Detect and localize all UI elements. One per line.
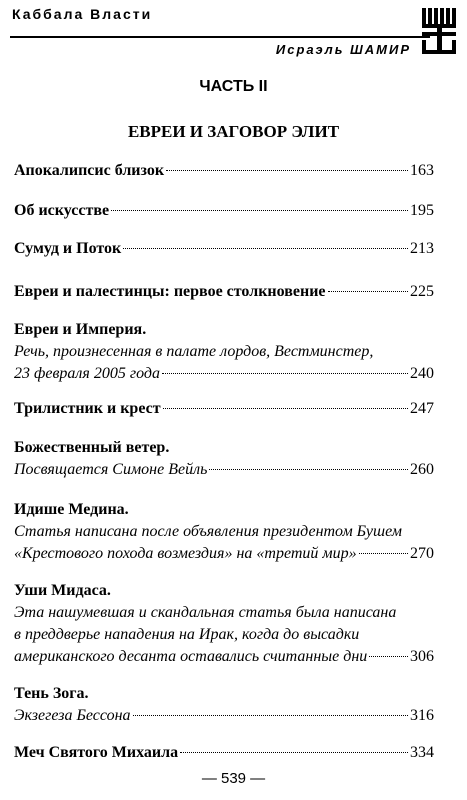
toc-entry[interactable] (14, 319, 434, 385)
leader-dots (369, 656, 408, 657)
toc-title: Меч Святого Михаила (14, 744, 179, 761)
toc-subtitle: «Крестового похода возмездия» на «третий мир» (14, 545, 357, 562)
toc-page: 225 (410, 283, 434, 300)
toc-title: Сумуд и Поток (14, 240, 122, 257)
toc-entry[interactable] (14, 238, 434, 260)
header-rule (10, 36, 430, 38)
toc-title: Трилистник и крест (14, 400, 161, 417)
menorah-logo-icon (420, 6, 460, 58)
toc-page: 195 (410, 202, 434, 219)
page-number: — 539 — (201, 770, 266, 787)
toc-subtitle: Эта нашумевшая и скандальная статья была написана (14, 604, 397, 621)
leader-dots (180, 752, 408, 753)
book-title: Каббала Власти (12, 6, 153, 22)
toc-page: 240 (410, 365, 434, 382)
section-title: ЕВРЕИ И ЗАГОВОР ЭЛИТ (127, 122, 340, 141)
leader-dots (162, 373, 408, 374)
leader-dots (166, 170, 408, 171)
toc-entry[interactable] (14, 398, 434, 420)
toc-subtitle: Речь, произнесенная в палате лордов, Вестминстер, (14, 343, 374, 360)
toc-page: 163 (410, 162, 434, 179)
leader-dots (111, 210, 408, 211)
toc-subtitle: 23 февраля 2005 года (14, 365, 160, 382)
toc-page: 247 (410, 400, 434, 417)
toc-title: Об искусстве (14, 202, 110, 219)
toc-entry[interactable] (14, 437, 434, 481)
toc-title: Евреи и Империя. (14, 321, 147, 338)
part-title: ЧАСТЬ II (199, 78, 268, 95)
toc-page: 316 (410, 707, 434, 724)
toc-page: 306 (410, 648, 434, 665)
leader-dots (359, 553, 408, 554)
toc-entry[interactable] (14, 742, 434, 764)
toc-title: Евреи и палестинцы: первое столкновение (14, 283, 326, 300)
toc-entry[interactable] (14, 160, 434, 182)
toc-page: 334 (410, 744, 434, 761)
toc-entry[interactable] (14, 499, 434, 565)
leader-dots (328, 291, 408, 292)
toc-title: Божественный ветер. (14, 439, 170, 456)
leader-dots (163, 408, 408, 409)
toc-title: Идише Медина. (14, 501, 129, 518)
leader-dots (209, 469, 408, 470)
toc-subtitle: в преддверье нападения на Ирак, когда до высадки (14, 626, 360, 643)
toc-page: 260 (410, 461, 434, 478)
toc-entry[interactable] (14, 683, 434, 727)
toc-title: Апокалипсис близок (14, 162, 165, 179)
toc-entry[interactable] (14, 200, 434, 222)
toc-subtitle: Экзегеза Бессона (14, 707, 131, 724)
leader-dots (123, 248, 408, 249)
toc-subtitle: американского десанта оставались считанные дни (14, 648, 368, 665)
toc-page: 213 (410, 240, 434, 257)
toc-subtitle: Посвящается Симоне Вейль (14, 461, 208, 478)
toc-entry[interactable] (14, 281, 434, 303)
toc-page: 270 (410, 545, 434, 562)
toc-title: Тень Зога. (14, 685, 89, 702)
author-name: Исраэль ШАМИР (275, 42, 411, 57)
toc-entry[interactable] (14, 580, 434, 668)
toc-title: Уши Мидаса. (14, 582, 111, 599)
leader-dots (133, 715, 408, 716)
toc-subtitle: Статья написана после объявления президентом Бушем (14, 523, 402, 540)
